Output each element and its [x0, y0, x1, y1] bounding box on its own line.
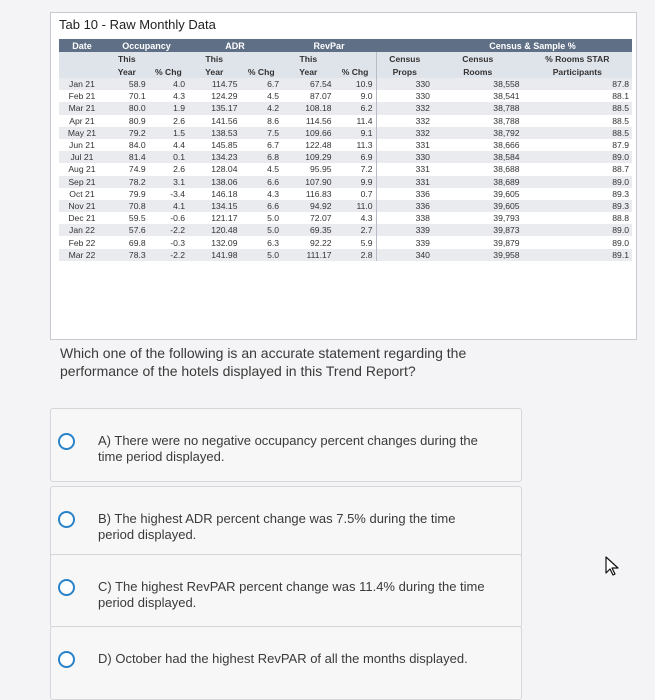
cell-date: Jun 21	[59, 139, 105, 151]
table-body	[59, 78, 632, 261]
header-star-2: Participants	[523, 65, 632, 78]
cell-star-participants: 88.7	[523, 163, 632, 175]
mouse-pointer-icon	[604, 556, 620, 576]
cell-occ-this-year: 70.1	[105, 90, 149, 102]
cell-occ-this-year: 79.9	[105, 188, 149, 200]
cell-census-props: 339	[376, 224, 433, 236]
cell-date: May 21	[59, 127, 105, 139]
cell-census-rooms: 38,689	[433, 176, 523, 188]
table-row	[59, 188, 632, 200]
cell-rev-chg: 6.2	[335, 102, 377, 114]
cell-adr-chg: 6.3	[241, 236, 283, 248]
cell-adr-this-year: 128.04	[188, 163, 240, 175]
cell-census-props: 330	[376, 151, 433, 163]
cell-star-participants: 87.9	[523, 139, 632, 151]
cell-adr-chg: 8.6	[241, 115, 283, 127]
cell-census-props: 331	[376, 176, 433, 188]
cell-census-props: 336	[376, 200, 433, 212]
table-row	[59, 212, 632, 224]
radio-a-icon[interactable]	[58, 433, 75, 450]
table-row	[59, 78, 632, 90]
cell-rev-chg: 5.9	[335, 236, 377, 248]
option-d[interactable]	[50, 626, 522, 700]
table-row	[59, 163, 632, 175]
cell-census-rooms: 39,793	[433, 212, 523, 224]
cell-occ-this-year: 84.0	[105, 139, 149, 151]
cell-occ-this-year: 69.8	[105, 236, 149, 248]
cell-date: Jan 21	[59, 78, 105, 90]
cell-census-props: 336	[376, 188, 433, 200]
cell-rev-chg: 0.7	[335, 188, 377, 200]
cell-occ-this-year: 57.6	[105, 224, 149, 236]
header-star-1: % Rooms STAR	[523, 52, 632, 65]
cell-census-rooms: 38,788	[433, 115, 523, 127]
cell-census-rooms: 38,788	[433, 102, 523, 114]
cell-census-rooms: 39,958	[433, 249, 523, 261]
cell-census-props: 331	[376, 163, 433, 175]
cell-star-participants: 89.0	[523, 151, 632, 163]
cell-adr-chg: 7.5	[241, 127, 283, 139]
option-d-text: D) October had the highest RevPAR of all the months displayed.	[98, 651, 468, 666]
cell-rev-chg: 9.9	[335, 176, 377, 188]
table-row	[59, 139, 632, 151]
table-row	[59, 200, 632, 212]
cell-census-props: 339	[376, 236, 433, 248]
cell-adr-this-year: 134.23	[188, 151, 240, 163]
cell-adr-chg: 4.2	[241, 102, 283, 114]
header-row-top	[59, 52, 632, 65]
cell-date: Nov 21	[59, 200, 105, 212]
cell-adr-chg: 5.0	[241, 212, 283, 224]
cell-occ-chg: -0.6	[149, 212, 188, 224]
header-rev-chg: % Chg	[335, 65, 377, 78]
cell-rev-this-year: 92.22	[282, 236, 334, 248]
cell-rev-chg: 4.3	[335, 212, 377, 224]
header-adr-this: This	[188, 52, 240, 65]
table-row	[59, 102, 632, 114]
header-rev-this: This	[282, 52, 334, 65]
cell-adr-chg: 5.0	[241, 224, 283, 236]
cell-star-participants: 88.5	[523, 102, 632, 114]
header-census-props-1: Census	[376, 52, 433, 65]
trend-report-card	[50, 12, 637, 340]
cell-census-props: 332	[376, 115, 433, 127]
cell-star-participants: 88.5	[523, 115, 632, 127]
trend-report-table	[59, 39, 632, 261]
cell-date: Feb 22	[59, 236, 105, 248]
cell-adr-chg: 4.5	[241, 90, 283, 102]
header-adr-chg: % Chg	[241, 65, 283, 78]
cell-census-rooms: 38,558	[433, 78, 523, 90]
cell-star-participants: 89.0	[523, 176, 632, 188]
cell-star-participants: 89.0	[523, 224, 632, 236]
cell-adr-this-year: 120.48	[188, 224, 240, 236]
table-row	[59, 127, 632, 139]
cell-adr-this-year: 135.17	[188, 102, 240, 114]
table-row	[59, 224, 632, 236]
cell-rev-chg: 9.1	[335, 127, 377, 139]
cell-occ-chg: -0.3	[149, 236, 188, 248]
cell-occ-chg: -2.2	[149, 224, 188, 236]
cell-occ-this-year: 78.3	[105, 249, 149, 261]
cell-occ-chg: 2.6	[149, 163, 188, 175]
cell-census-rooms: 39,873	[433, 224, 523, 236]
cell-date: Dec 21	[59, 212, 105, 224]
cell-star-participants: 87.8	[523, 78, 632, 90]
cell-occ-this-year: 59.5	[105, 212, 149, 224]
cell-star-participants: 88.1	[523, 90, 632, 102]
cell-census-rooms: 38,541	[433, 90, 523, 102]
cell-occ-this-year: 80.0	[105, 102, 149, 114]
cell-rev-this-year: 122.48	[282, 139, 334, 151]
cell-star-participants: 89.1	[523, 249, 632, 261]
cell-rev-this-year: 67.54	[282, 78, 334, 90]
cell-occ-chg: 4.1	[149, 200, 188, 212]
cell-rev-chg: 9.0	[335, 90, 377, 102]
cell-star-participants: 89.3	[523, 200, 632, 212]
cell-adr-chg: 6.6	[241, 176, 283, 188]
cell-rev-chg: 11.3	[335, 139, 377, 151]
cell-rev-chg: 11.4	[335, 115, 377, 127]
cell-star-participants: 88.5	[523, 127, 632, 139]
cell-rev-chg: 6.9	[335, 151, 377, 163]
cell-occ-chg: 4.4	[149, 139, 188, 151]
cell-occ-this-year: 81.4	[105, 151, 149, 163]
cell-census-props: 332	[376, 127, 433, 139]
table-row	[59, 236, 632, 248]
cell-census-rooms: 39,605	[433, 200, 523, 212]
cell-star-participants: 89.3	[523, 188, 632, 200]
cell-adr-this-year: 138.53	[188, 127, 240, 139]
option-b-text: B) The highest ADR percent change was 7.5% during the time period displayed.	[98, 511, 456, 542]
cell-date: Sep 21	[59, 176, 105, 188]
option-c[interactable]	[50, 554, 522, 628]
cell-rev-this-year: 108.18	[282, 102, 334, 114]
option-a[interactable]	[50, 408, 522, 482]
table-row	[59, 176, 632, 188]
cell-rev-this-year: 69.35	[282, 224, 334, 236]
cell-adr-chg: 4.5	[241, 163, 283, 175]
cell-rev-this-year: 87.07	[282, 90, 334, 102]
cell-rev-this-year: 94.92	[282, 200, 334, 212]
cell-adr-this-year: 141.98	[188, 249, 240, 261]
cell-census-rooms: 38,666	[433, 139, 523, 151]
cell-adr-this-year: 138.06	[188, 176, 240, 188]
question-text: Which one of the following is an accurate statement regarding the performance of the hotels displayed in this Trend Report?	[60, 345, 467, 379]
cell-date: Mar 22	[59, 249, 105, 261]
table-row	[59, 151, 632, 163]
header-revpar: RevPar	[282, 39, 376, 52]
cell-date: Jul 21	[59, 151, 105, 163]
cell-adr-this-year: 146.18	[188, 188, 240, 200]
header-census-rooms-2: Rooms	[433, 65, 523, 78]
cell-occ-chg: -3.4	[149, 188, 188, 200]
cell-occ-chg: 1.5	[149, 127, 188, 139]
cell-census-props: 330	[376, 90, 433, 102]
cell-occ-chg: 0.1	[149, 151, 188, 163]
cell-census-rooms: 39,605	[433, 188, 523, 200]
table-row	[59, 90, 632, 102]
cell-occ-chg: 1.9	[149, 102, 188, 114]
cell-adr-chg: 6.7	[241, 78, 283, 90]
cell-date: Apr 21	[59, 115, 105, 127]
header-adr-year: Year	[188, 65, 240, 78]
cell-date: Feb 21	[59, 90, 105, 102]
cell-rev-this-year: 114.56	[282, 115, 334, 127]
cell-occ-chg: -2.2	[149, 249, 188, 261]
cell-rev-this-year: 95.95	[282, 163, 334, 175]
header-date: Date	[59, 39, 105, 52]
cell-occ-chg: 4.0	[149, 78, 188, 90]
cell-date: Aug 21	[59, 163, 105, 175]
cell-census-props: 331	[376, 139, 433, 151]
cell-adr-chg: 6.6	[241, 200, 283, 212]
cell-rev-this-year: 111.17	[282, 249, 334, 261]
cell-occ-chg: 4.3	[149, 90, 188, 102]
cell-occ-this-year: 78.2	[105, 176, 149, 188]
cell-occ-this-year: 58.9	[105, 78, 149, 90]
cell-adr-chg: 6.7	[241, 139, 283, 151]
cell-adr-chg: 6.8	[241, 151, 283, 163]
cell-census-props: 340	[376, 249, 433, 261]
header-occ-chg: % Chg	[149, 65, 188, 78]
table-row	[59, 115, 632, 127]
cell-census-props: 338	[376, 212, 433, 224]
cell-rev-this-year: 72.07	[282, 212, 334, 224]
header-census-sample: Census & Sample %	[433, 39, 632, 52]
radio-b-icon[interactable]	[58, 511, 75, 528]
cell-adr-this-year: 141.56	[188, 115, 240, 127]
cell-occ-this-year: 80.9	[105, 115, 149, 127]
cell-star-participants: 88.8	[523, 212, 632, 224]
header-rev-year: Year	[282, 65, 334, 78]
header-row-bottom	[59, 65, 632, 78]
option-b[interactable]	[50, 486, 522, 560]
cell-date: Jan 22	[59, 224, 105, 236]
radio-c-icon[interactable]	[58, 579, 75, 596]
cell-occ-chg: 2.6	[149, 115, 188, 127]
cell-occ-this-year: 79.2	[105, 127, 149, 139]
header-census-props-2: Props	[376, 65, 433, 78]
cell-rev-this-year: 107.90	[282, 176, 334, 188]
header-row-groups	[59, 39, 632, 52]
header-adr: ADR	[188, 39, 282, 52]
cell-date: Mar 21	[59, 102, 105, 114]
cell-census-props: 332	[376, 102, 433, 114]
header-occupancy: Occupancy	[105, 39, 188, 52]
header-census-rooms-1: Census	[433, 52, 523, 65]
cell-date: Oct 21	[59, 188, 105, 200]
cell-occ-chg: 3.1	[149, 176, 188, 188]
tab-title: Tab 10 - Raw Monthly Data	[59, 17, 216, 32]
cell-census-rooms: 38,688	[433, 163, 523, 175]
cell-adr-chg: 5.0	[241, 249, 283, 261]
cell-adr-chg: 4.3	[241, 188, 283, 200]
cell-occ-this-year: 70.8	[105, 200, 149, 212]
header-occ-year: Year	[105, 65, 149, 78]
cell-rev-this-year: 116.83	[282, 188, 334, 200]
cell-census-rooms: 39,879	[433, 236, 523, 248]
cell-adr-this-year: 121.17	[188, 212, 240, 224]
cell-census-rooms: 38,584	[433, 151, 523, 163]
cell-census-props: 330	[376, 78, 433, 90]
cell-adr-this-year: 145.85	[188, 139, 240, 151]
cell-adr-this-year: 132.09	[188, 236, 240, 248]
cell-rev-chg: 2.7	[335, 224, 377, 236]
cell-rev-chg: 10.9	[335, 78, 377, 90]
cell-census-rooms: 38,792	[433, 127, 523, 139]
cell-rev-chg: 11.0	[335, 200, 377, 212]
cell-rev-this-year: 109.66	[282, 127, 334, 139]
cell-adr-this-year: 124.29	[188, 90, 240, 102]
cell-rev-this-year: 109.29	[282, 151, 334, 163]
option-a-text: A) There were no negative occupancy percent changes during the time period displayed.	[98, 433, 478, 464]
cell-star-participants: 89.0	[523, 236, 632, 248]
cell-adr-this-year: 114.75	[188, 78, 240, 90]
table-row	[59, 249, 632, 261]
radio-d-icon[interactable]	[58, 651, 75, 668]
header-occ-this: This	[105, 52, 149, 65]
cell-rev-chg: 2.8	[335, 249, 377, 261]
option-c-text: C) The highest RevPAR percent change was 11.4% during the time period displayed.	[98, 579, 485, 610]
cell-adr-this-year: 134.15	[188, 200, 240, 212]
cell-rev-chg: 7.2	[335, 163, 377, 175]
cell-occ-this-year: 74.9	[105, 163, 149, 175]
